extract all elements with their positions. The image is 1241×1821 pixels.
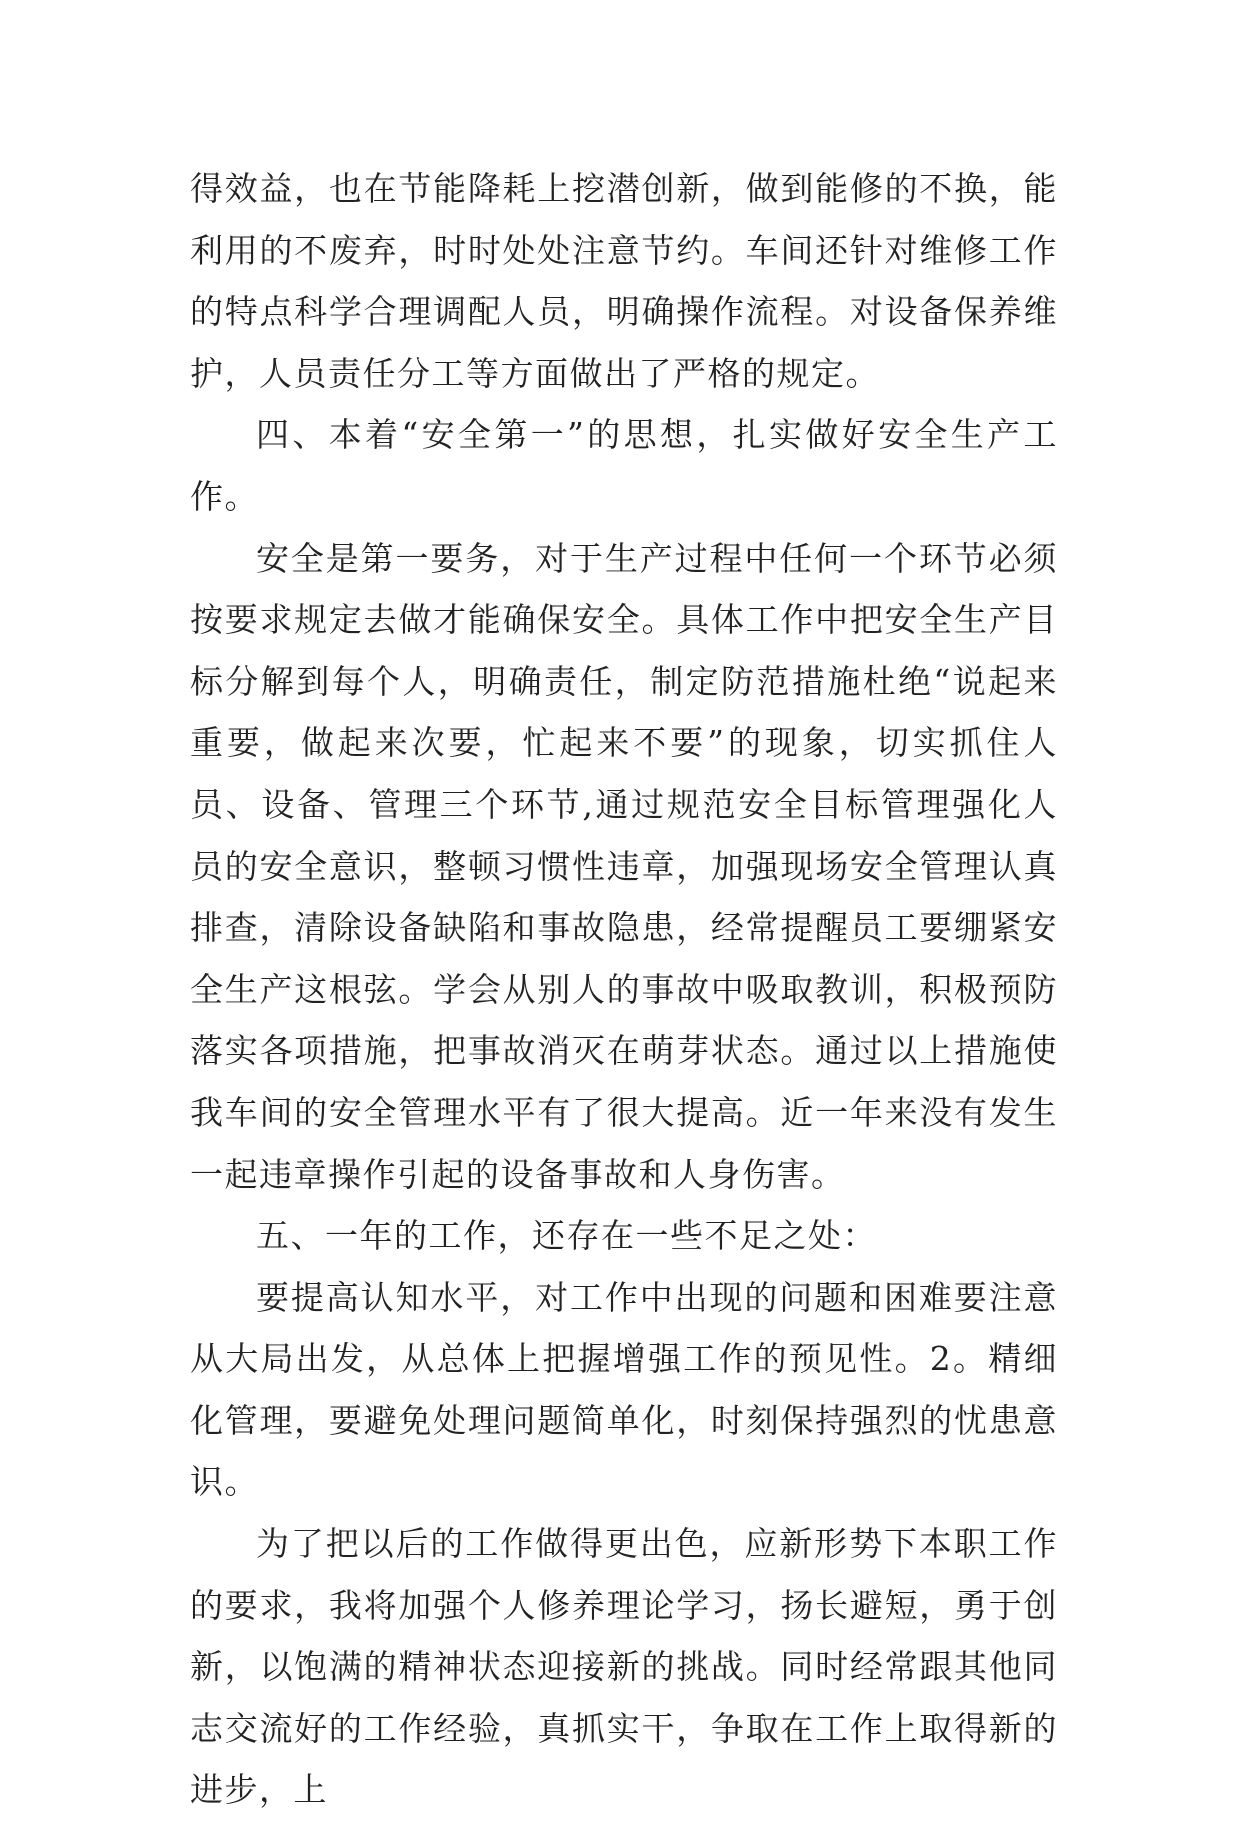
document-body: [190, 158, 1058, 1821]
paragraph-safety: 安全是第一要务，对于生产过程中任何一个环节必须按要求规定去做才能确保安全。具体工作中把安全生产目标分解到每个人，明确责任，制定防范措施杜绝“说起来重要，做起来次要，忙起来不要”的现象，切实抓住人员、设备、管理三个环节,通过规范安全目标管理强化人员的安全意识，整顿习惯性违章，加强现场安全管理认真排查，清除设备缺陷和事故隐患，经常提醒员工要绷紧安全生产这根弦。学会从别人的事故中吸取教训，积极预防落实各项措施，把事故消灭在萌芽状态。通过以上措施使我车间的安全管理水平有了很大提高。近一年来没有发生一起违章操作引起的设备事故和人身伤害。: [190, 538, 1058, 1194]
section-heading-safety: 四、本着“安全第一”的思想，扎实做好安全生产工作。: [190, 415, 1058, 516]
paragraph-shortcomings: 要提高认知水平，对工作中出现的问题和困难要注意从大局出发，从总体上把握增强工作的预见性。2。精细化管理，要避免处理问题简单化，时刻保持强烈的忧患意识。: [190, 1277, 1058, 1502]
section-heading-shortcomings: 五、一年的工作，还存在一些不足之处：: [256, 1216, 877, 1256]
paragraph-1: 得效益，也在节能降耗上挖潜创新，做到能修的不换，能利用的不废弃，时时处处注意节约。车间还针对维修工作的特点科学合理调配人员，明确操作流程。对设备保养维护，人员责任分工等方面做出了严格的规定。: [190, 169, 1058, 393]
paragraph-plans: 为了把以后的工作做得更出色，应新形势下本职工作的要求，我将加强个人修养理论学习，扬长避短，勇于创新，以饱满的精神状态迎接新的挑战。同时经常跟其他同志交流好的工作经验，真抓实干，争取在工作上取得新的进步，上: [190, 1524, 1058, 1810]
